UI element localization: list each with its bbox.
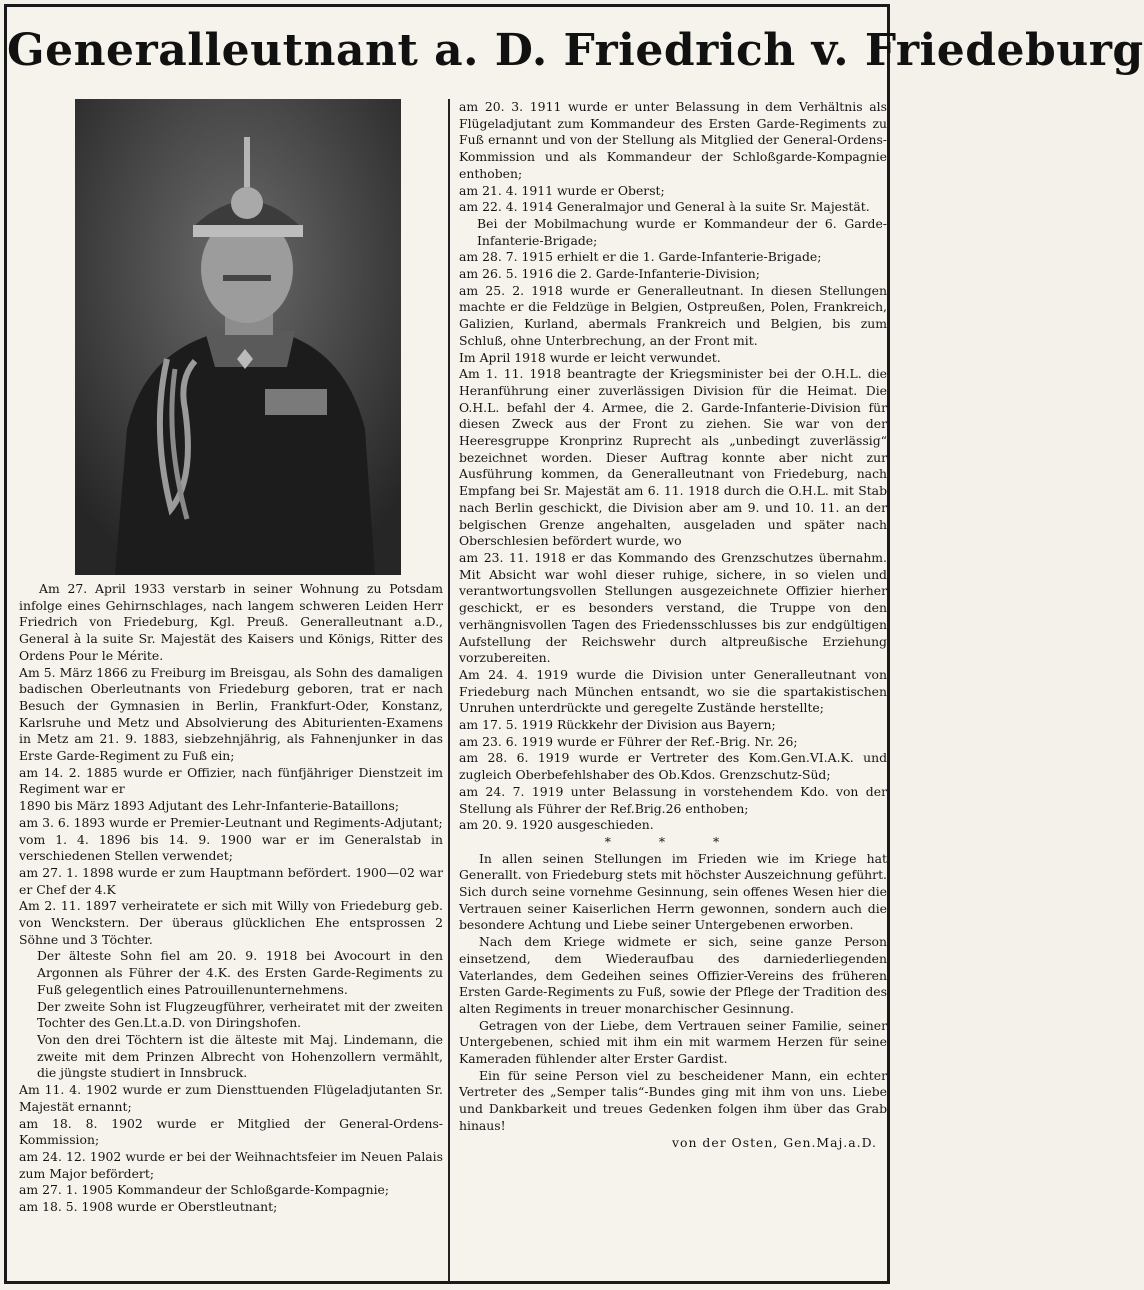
- family-paragraph: Von den drei Töchtern ist die älteste mit Maj. Lindemann, die zweite mit dem Prinzen Albrecht von Hohenzollern vermählt, die jüngste studiert in Innsbruck.: [37, 1031, 443, 1081]
- career-entry: am 24. 7. 1919 unter Belassung in vorstehendem Kdo. von der Stellung als Führer der Ref.Brig.26 enthoben;: [459, 783, 887, 816]
- family-paragraph: Am 2. 11. 1897 verheiratete er sich mit Willy von Friedeburg geb. von Wenckstern. Der überaus glücklichen Ehe entsprossen 2 Söhne und 3 Töchter.: [19, 898, 443, 947]
- left-column: [19, 581, 443, 1216]
- career-entry: Am 11. 4. 1902 wurde er zum Diensttuenden Flügeladjutanten Sr. Majestät ernannt;: [19, 1082, 443, 1114]
- career-entry: am 26. 5. 1916 die 2. Garde-Infanterie-Division;: [459, 266, 760, 282]
- career-entry: am 27. 1. 1898 wurde er zum Hauptmann befördert. 1900—02 war er Chef der 4.K: [19, 864, 443, 897]
- career-entry: Bei der Mobilmachung wurde er Kommandeur der 6. Garde-Infanterie-Brigade;: [477, 215, 887, 248]
- author-signature: von der Osten, Gen.Maj.a.D.: [672, 1134, 877, 1150]
- career-entry: am 24. 12. 1902 wurde er bei der Weihnachtsfeier im Neuen Palais zum Major befördert;: [19, 1148, 443, 1181]
- career-entry: am 20. 3. 1911 wurde er unter Belassung in dem Verhältnis als Flügeladjutant zum Kommandeur des Ersten Garde-Regiments zu Fuß ernannt und von der Stellung als Mitglied der General-Ordens-Kommission und als Kommandeur der Schloßgarde-Kompagnie enthoben;: [459, 99, 887, 181]
- career-entry: Am 24. 4. 1919 wurde die Division unter Generalleutnant von Friedeburg nach München entsandt, wo sie die spartakistischen Unruhen unterdrückte und geregelte Zustände herstellte;: [459, 666, 887, 716]
- section-separator: * * *: [604, 833, 742, 849]
- career-entry: am 28. 6. 1919 wurde er Vertreter des Kom.Gen.VI.A.K. und zugleich Oberbefehlshaber des Ob.Kdos. Grenzschutz-Süd;: [459, 750, 887, 783]
- career-entry: Im April 1918 wurde er leicht verwundet.: [459, 349, 721, 365]
- page-title: Generalleutnant a. D. Friedrich v. Friedeburg: [7, 25, 1144, 76]
- career-entry: am 28. 7. 1915 erhielt er die 1. Garde-Infanterie-Brigade;: [459, 249, 822, 265]
- right-column: [459, 99, 887, 1151]
- obituary-intro: Am 27. April 1933 verstarb in seiner Wohnung zu Potsdam infolge eines Gehirnschlages, nach langem schweren Leiden Herr Friedrich von Friedeburg, Kgl. Preuß. Generalleutnant a.D., General à la suite Sr. Majestät des Kaisers und Königs, Ritter des Ordens Pour le Mérite.: [19, 581, 443, 663]
- tribute-paragraph: Getragen von der Liebe, dem Vertrauen seiner Familie, seiner Untergebenen, schied mit ihm ein mit warmem Herzen für seine Kameraden fühlender alter Erster Gardist.: [459, 1017, 887, 1067]
- career-entry: am 23. 11. 1918 er das Kommando des Grenzschutzes übernahm. Mit Absicht war wohl dieser ruhige, sichere, in so vielen und verantwortungsvollen Stellungen ausgezeichnete Offizier hierher geschickt, er es besonders verstand, die Truppe von den verhängnisvollen Tagen des Friedensschlusses bis zur endgültigen Aufstellung der Reichswehr durch altpreußische Erziehung vorzubereiten.: [459, 549, 887, 666]
- career-entry: vom 1. 4. 1896 bis 14. 9. 1900 war er im Generalstab in verschiedenen Stellen verwendet;: [19, 831, 443, 864]
- career-entry: am 18. 8. 1902 wurde er Mitglied der General-Ordens-Kommission;: [19, 1115, 443, 1148]
- career-entry: am 27. 1. 1905 Kommandeur der Schloßgarde-Kompagnie;: [19, 1182, 390, 1198]
- career-entry: am 21. 4. 1911 wurde er Oberst;: [459, 182, 665, 198]
- career-entry: Am 1. 11. 1918 beantragte der Kriegsminister bei der O.H.L. die Heranführung einer zuverlässigen Division für die Heimat. Die O.H.L. befahl der 4. Armee, die 2. Garde-Infanterie-Division für diesen Zweck aus der Front zu ziehen. Sie war von der Heeresgruppe Kronprinz Ruprecht als „unbedingt zuverlässig“ bezeichnet worden. Dieser Auftrag konnte aber nicht zur Ausführung kommen, da Generalleutnant von Friedeburg, nach Empfang bei Sr. Majestät am 6. 11. 1918 durch die O.H.L. mit Stab nach Berlin geschickt, die Division aber am 9. und 10. 11. an der belgischen Grenze angehalten, ausgeladen und später nach Oberschlesien befördert wurde, wo: [459, 366, 887, 549]
- article-page: [4, 4, 1144, 1284]
- column-divider: [448, 99, 450, 1282]
- career-entry: am 17. 5. 1919 Rückkehr der Division aus Bayern;: [459, 717, 776, 733]
- tribute-paragraph: Ein für seine Person viel zu bescheidener Mann, ein echter Vertreter des „Semper talis“-Bundes ging mit ihm von uns. Liebe und Dankbarkeit und treues Gedenken folgen ihm über das Grab hinaus!: [459, 1067, 887, 1133]
- tribute-paragraph: Nach dem Kriege widmete er sich, seine ganze Person einsetzend, dem Wiederaufbau des darniederliegenden Vaterlandes, dem Gedeihen seines Offizier-Vereins des früheren Ersten Garde-Regiments zu Fuß, sowie der Pflege der Tradition des alten Regiments in treuer monarchischer Gesinnung.: [459, 934, 887, 1016]
- portrait-photo: [75, 99, 401, 575]
- tribute-paragraph: In allen seinen Stellungen im Frieden wie im Kriege hat Generallt. von Friedeburg stets mit höchster Auszeichnung geführt. Sich durch seine vornehme Gesinnung, sein offenes Wesen hier die Vertrauen seiner Kaiserlichen Herrn gewonnen, sondern auch die besondere Achtung und Liebe seiner Untergebenen erworben.: [459, 850, 887, 933]
- career-entry: am 23. 6. 1919 wurde er Führer der Ref.-Brig. Nr. 26;: [459, 733, 798, 749]
- career-entry: am 20. 9. 1920 ausgeschieden.: [459, 817, 654, 833]
- career-entry: am 25. 2. 1918 wurde er Generalleutnant. In diesen Stellungen machte er die Feldzüge in Belgien, Ostpreußen, Polen, Frankreich, Galizien, Kurland, abermals Frankreich und Belgien, bis zum Schluß, ohne Unterbrechung, an der Front mit.: [459, 282, 887, 348]
- career-entry: 1890 bis März 1893 Adjutant des Lehr-Infanterie-Bataillons;: [19, 798, 400, 814]
- career-entry: am 14. 2. 1885 wurde er Offizier, nach fünfjähriger Dienstzeit im Regiment war er: [19, 764, 443, 797]
- career-entry: am 3. 6. 1893 wurde er Premier-Leutnant und Regiments-Adjutant;: [19, 814, 443, 830]
- career-entry: am 18. 5. 1908 wurde er Oberstleutnant;: [19, 1199, 278, 1215]
- family-paragraph: Der zweite Sohn ist Flugzeugführer, verheiratet mit der zweiten Tochter des Gen.Lt.a.D. von Diringshofen.: [37, 998, 443, 1031]
- career-entry: am 22. 4. 1914 Generalmajor und General à la suite Sr. Majestät.: [459, 199, 870, 215]
- biography-paragraph: Am 5. März 1866 zu Freiburg im Breisgau, als Sohn des damaligen badischen Oberleutnants von Friedeburg geboren, trat er nach Besuch der Gymnasien in Berlin, Frankfurt-Oder, Konstanz, Karlsruhe und Metz und Absolvierung des Abiturienten-Examens in Metz am 21. 9. 1883, siebzehnjährig, als Fahnenjunker in das Erste Garde-Regiment zu Fuß ein;: [19, 664, 443, 764]
- family-paragraph: Der älteste Sohn fiel am 20. 9. 1918 bei Avocourt in den Argonnen als Führer der 4.K. des Ersten Garde-Regiments zu Fuß gelegentlich eines Patrouillenunternehmens.: [37, 948, 443, 997]
